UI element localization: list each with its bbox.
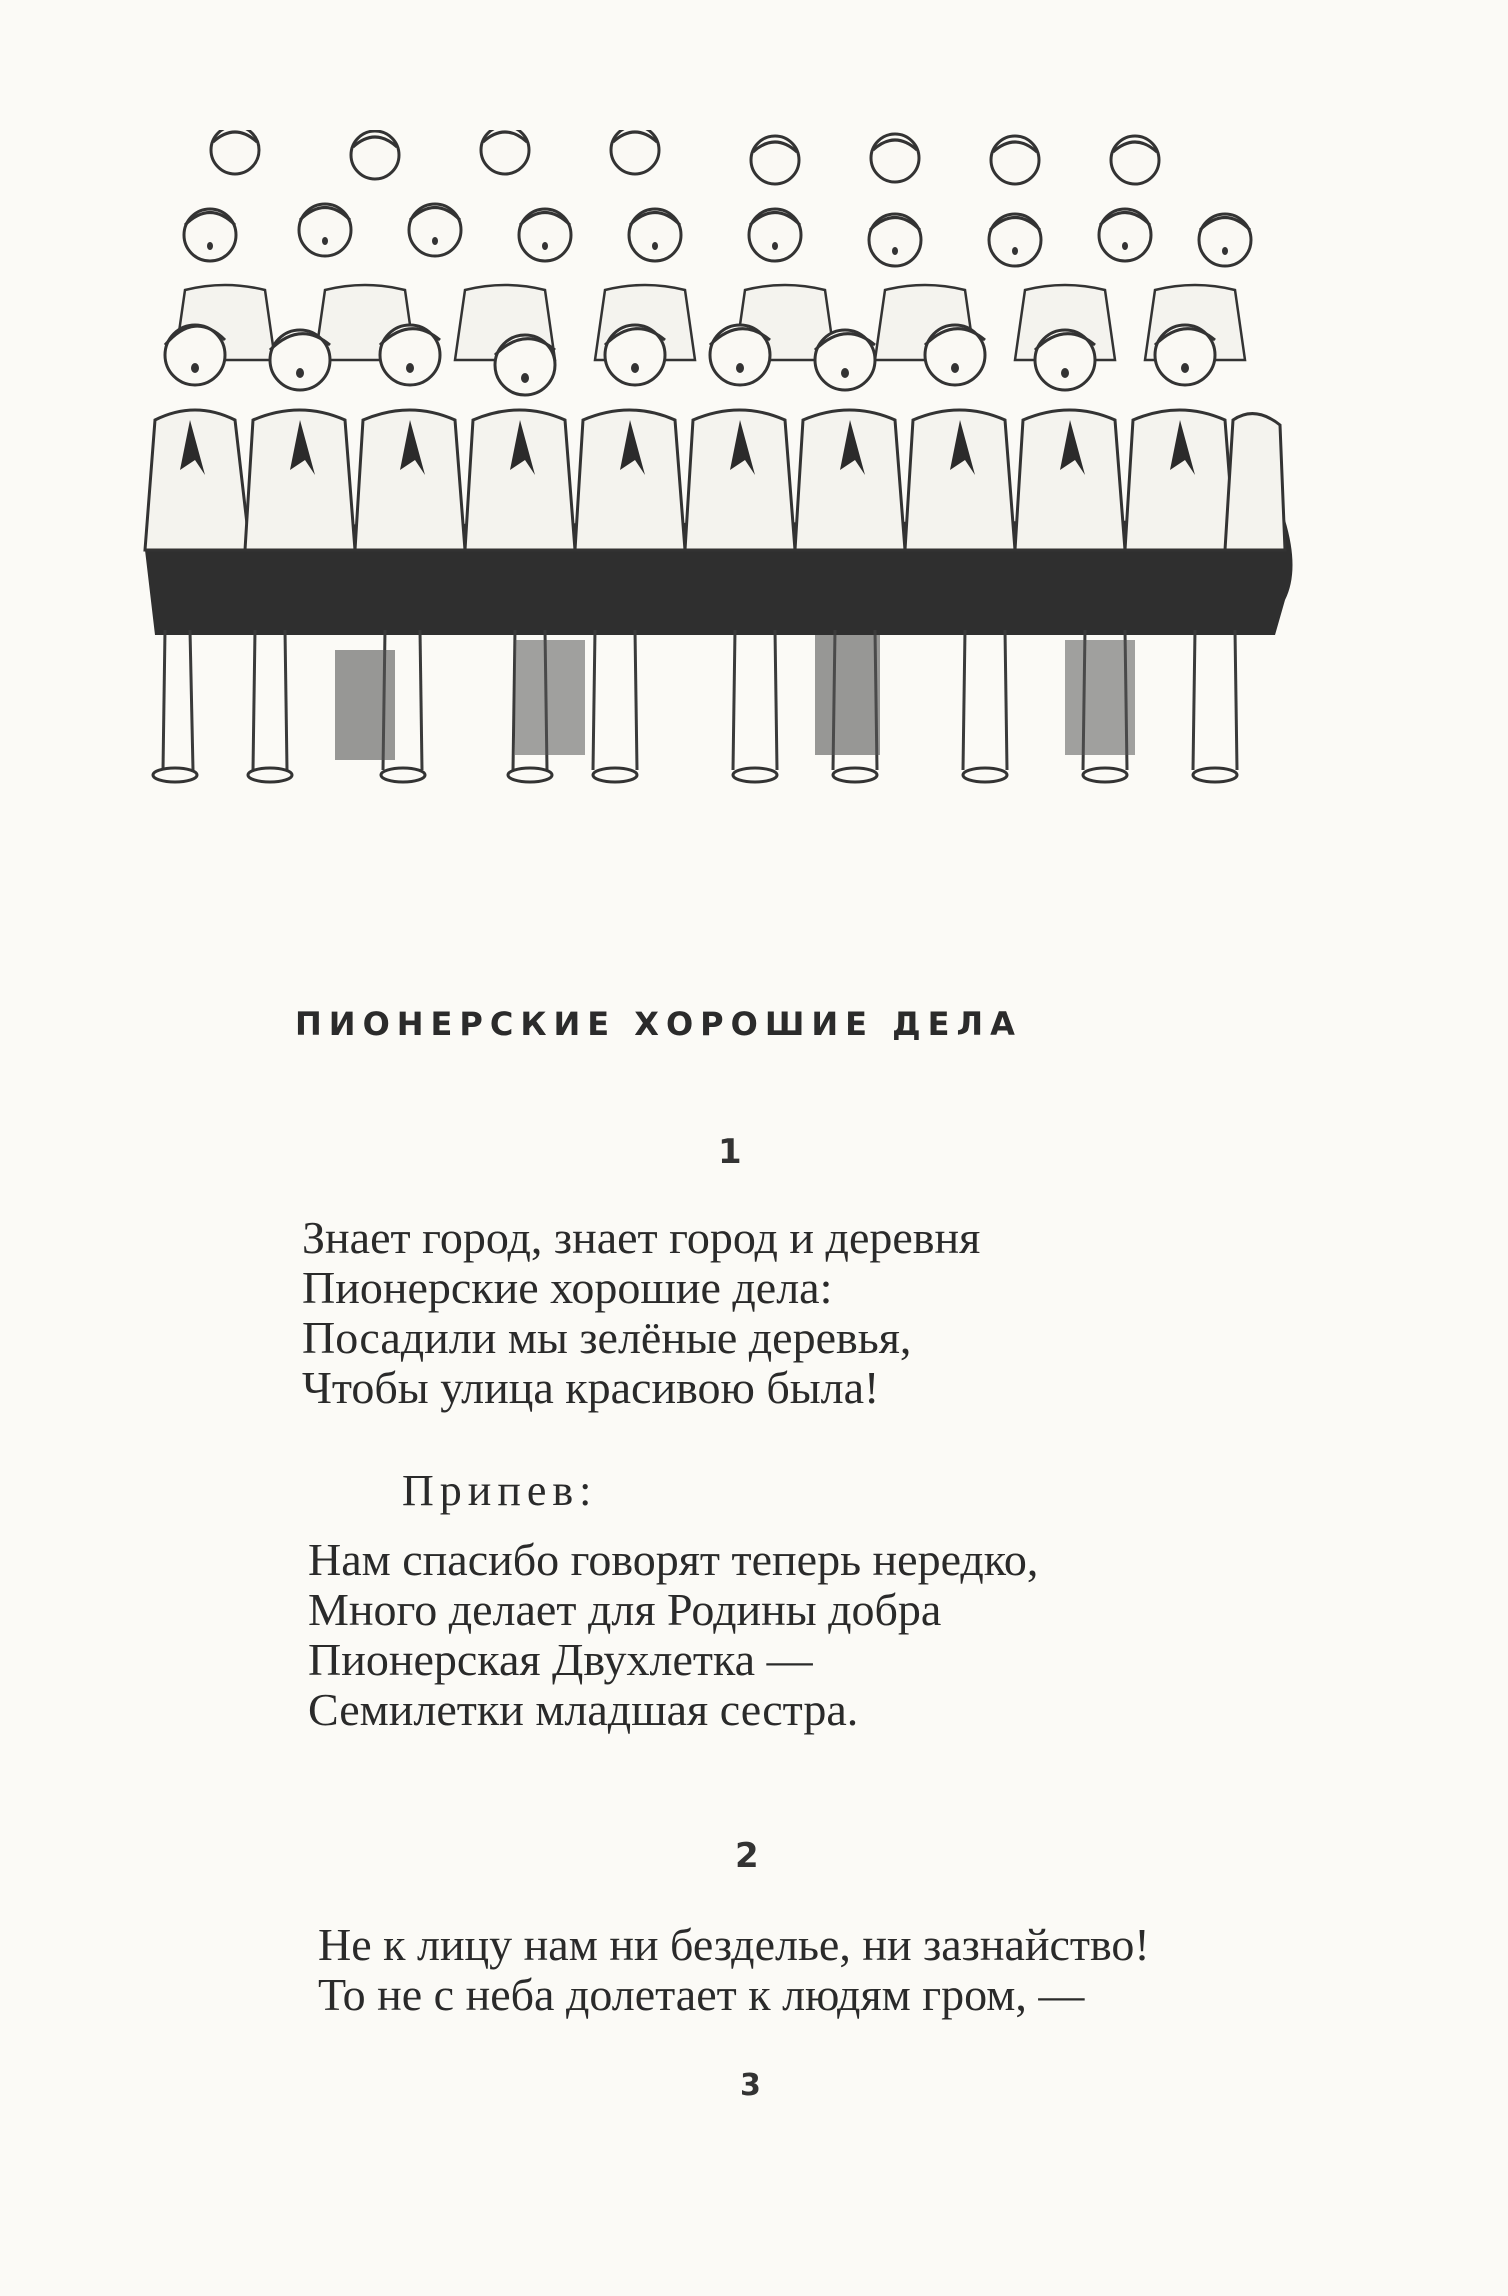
verse-1 — [302, 1213, 980, 1413]
verse-line: То не с неба долетает к людям гром, — — [318, 1969, 1085, 2020]
page-number: 3 — [740, 2068, 761, 2103]
chorus-line: Пионерская Двухлетка — — [308, 1634, 813, 1685]
verse-line: Не к лицу нам ни безделье, ни зазнайство! — [318, 1919, 1150, 1970]
chorus-line: Семилетки младшая сестра. — [308, 1684, 859, 1735]
pioneer-choir-illustration — [135, 130, 1295, 790]
verse-line: Посадили мы зелёные деревья, — [302, 1312, 912, 1363]
verse-2 — [318, 1920, 1150, 2020]
verse-line: Чтобы улица красивою была! — [302, 1362, 880, 1413]
verse-line: Знает город, знает город и деревня — [302, 1212, 981, 1263]
chorus — [308, 1535, 1038, 1735]
verse-number: 1 — [718, 1132, 742, 1172]
chorus-label: Припев: — [402, 1466, 598, 1515]
verse-number: 2 — [735, 1836, 759, 1876]
song-title: ПИОНЕРСКИЕ ХОРОШИЕ ДЕЛА — [295, 1005, 1022, 1043]
chorus-line: Нам спасибо говорят теперь нередко, — [308, 1534, 1039, 1585]
verse-line: Пионерские хорошие дела: — [302, 1262, 833, 1313]
chorus-line: Много делает для Родины добра — [308, 1584, 942, 1635]
